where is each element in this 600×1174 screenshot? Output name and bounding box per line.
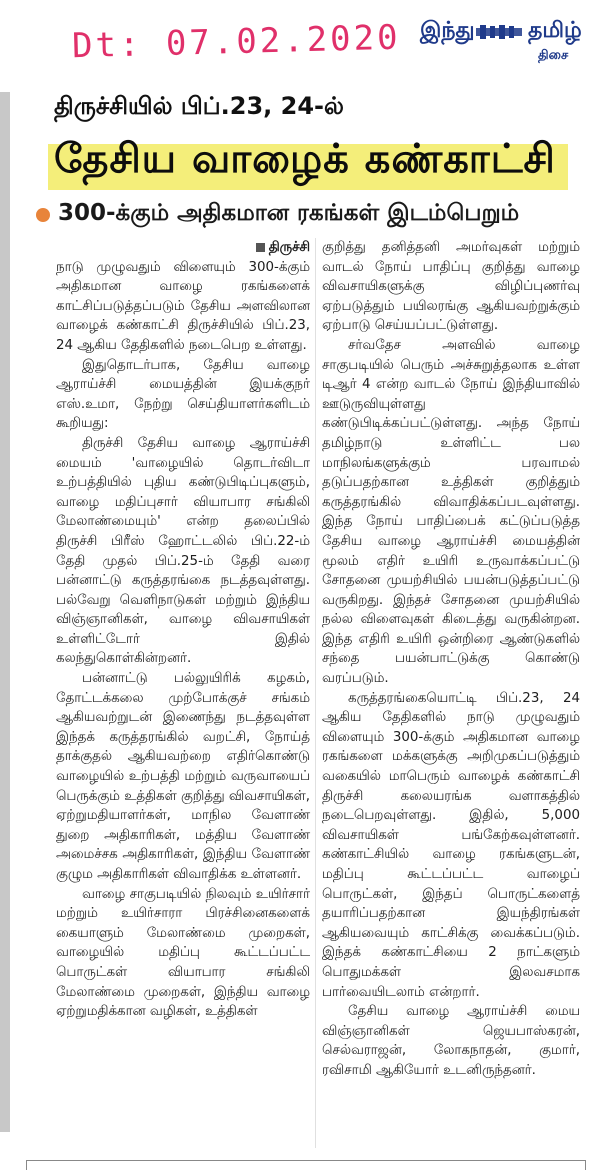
paragraph: தேசிய வாழை ஆராய்ச்சி மைய விஞ்ஞானிகள் ஜெயபாஸ்கரன், செல்வராஜன், லோகநாதன், குமார், ரவிசாமி ஆகியோர் உடனிருந்தனர். — [322, 1004, 580, 1078]
paragraph: பன்னாட்டு பல்லுயிரிக் கழகம், தோட்டக்கலை முற்போக்குச் சங்கம் ஆகியவற்றுடன் இணைந்து நடத்தவுள்ள இந்தக் கருத்தரங்கில் வறட்சி, நோய்த் தாக்குதல் ஆகியவற்றை எதிர்கொண்டு வாழையில் உற்பத்தி மற்றும் வருவாயைப் பெருக்கும் உத்திகள் குறித்து விவசாயிகள், ஏற்றுமதியாளர்கள், மாநில வேளாண் துறை அதிகாரிகள், மத்திய வேளாண் அமைச்சக அதிகாரிகள், இந்திய வேளாண் குழும அதிகாரிகள் விவாதிக்க உள்ளனர். — [56, 671, 311, 882]
paragraph: இதுதொடர்பாக, தேசிய வாழை ஆராய்ச்சி மையத்தின் இயக்குநர் எஸ்.உமா, நேற்று செய்தியாளர்களிடம் கூறியது: — [56, 357, 310, 432]
bottom-border-rule — [26, 1160, 586, 1170]
column-divider — [315, 238, 316, 1148]
dateline-square-icon — [256, 243, 265, 252]
newspaper-masthead — [420, 14, 590, 74]
masthead-logo-right: தமிழ் — [528, 18, 582, 43]
subhead-row — [36, 200, 576, 234]
masthead-logo-sub: திசை — [538, 48, 569, 63]
dateline-text: திருச்சி — [268, 240, 310, 255]
handwritten-date: Dt: 07.02.2020 — [71, 17, 402, 67]
headline-block — [48, 136, 568, 192]
article-column-left — [56, 238, 310, 1022]
left-margin-rule — [0, 92, 10, 1132]
article-subhead: 300-க்கும் அதிகமான ரகங்கள் இடம்பெறும் — [58, 200, 520, 226]
article-kicker: திருச்சியில் பிப்.23, 24-ல் — [54, 92, 344, 120]
paragraph: நாடு முழுவதும் விளையும் 300-க்கும் அதிகமான வாழை ரகங்களைக் காட்சிப்படுத்தப்படும் தேசிய அளவிலான வாழைக் கண்காட்சி திருச்சியில் பிப்.23, 24 ஆகிய தேதிகளில் நடைபெற உள்ளது. — [56, 259, 310, 353]
masthead-logo-left: இந்து — [420, 18, 475, 43]
paragraph: திருச்சி தேசிய வாழை ஆராய்ச்சி மையம் 'வாழையில் தொடர்விடா உற்பத்தியில் புதிய கண்டுபிடிப்புகளும், வாழை மதிப்புசார் வியாபார சங்கிலி மேலாண்மையும்' என்ற தலைப்பில் திருச்சி பிரீஸ் ஹோட்டலில் பிப்.22-ம் தேதி முதல் பிப்.25-ம் தேதி வரை பன்னாட்டு கருத்தரங்கை நடத்தவுள்ளது. பல்வேறு வெளிநாடுகள் மற்றும் இந்திய விஞ்ஞானிகள், வாழை விவசாயிகள் உள்ளிட்டோர் இதில் கலந்துகொள்கின்றனர். — [56, 435, 310, 667]
bullet-icon — [36, 208, 50, 222]
paragraph: கருத்தரங்கையொட்டி பிப்.23, 24 ஆகிய தேதிகளில் நாடு முழுவதும் விளையும் 300-க்கும் அதிகமான வாழை ரகங்களை மக்களுக்கு அறிமுகப்படுத்தும் வகையில் மாபெரும் வாழைக் கண்காட்சி திருச்சி கலையரங்க வளாகத்தில் நடைபெறவுள்ளது. இதில், 5,000 விவசாயிகள் பங்கேற்கவுள்ளனர். கண்காட்சியில் வாழை ரகங்களுடன், மதிப்பு கூட்டப்பட்ட வாழைப் பொருட்கள், இந்தப் பொருட்களைத் தயாரிப்பதற்கான இயந்திரங்கள் ஆகியவையும் காட்சிக்கு வைக்கப்படும். இந்தக் கண்காட்சியை 2 நாட்களும் பொதுமக்கள் இலவசமாக பார்வையிடலாம் என்றார். — [322, 690, 580, 1000]
paragraph: வாழை சாகுபடியில் நிலவும் உயிர்சார் மற்றும் உயிர்சாரா பிரச்சினைகளைக் கையாளும் மேலாண்மை முறைகள், வாழையில் மதிப்பு கூட்டப்பட்ட பொருட்கள் வியாபார சங்கிலி மேலாண்மை முறைகள், இந்திய வாழை ஏற்றுமதிக்கான வழிகள், உத்திகள் — [56, 886, 310, 1020]
article-column-right — [322, 238, 580, 1081]
article-headline: தேசிய வாழைக் கண்காட்சி — [54, 136, 556, 182]
masthead-emblem-icon — [476, 24, 522, 40]
paragraph: குறித்து தனித்தனி அமர்வுகள் மற்றும் வாடல் நோய் பாதிப்பு குறித்து வாழை விவசாயிகளுக்கு விழிப்புணர்வு ஏற்படுத்தும் பயிலரங்கு ஆகியவற்றுக்கும் ஏற்பாடு செய்யப்பட்டுள்ளது. — [322, 240, 580, 334]
dateline — [56, 238, 310, 258]
paragraph: சர்வதேச அளவில் வாழை சாகுபடியில் பெரும் அச்சுறுத்தலாக உள்ள டிஆர் 4 என்ற வாடல் நோய் இந்தியாவில் ஊடுருவியுள்ளது கண்டுபிடிக்கப்பட்டுள்ளது. அந்த நோய் தமிழ்நாடு உள்ளிட்ட பல மாநிலங்களுக்கும் பரவாமல் தடுப்பதற்கான உத்திகள் குறித்தும் கருத்தரங்கில் விவாதிக்கப்படவுள்ளது. இந்த நோய் பாதிப்பைக் கட்டுப்படுத்த தேசிய வாழை ஆராய்ச்சி மையத்தின் மூலம் எதிர் உயிரி உருவாக்கப்பட்டு சோதனை முயற்சியில் பயன்படுத்தப்பட்டு வருகிறது. இந்தச் சோதனை முயற்சியில் நல்ல விளைவுகள் கிடைத்து வருகின்றன. இந்த எதிரி உயிரி ஒன்றிரை ஆண்டுகளில் சந்தை பயன்பாட்டுக்கு கொண்டு வரப்படும். — [322, 337, 580, 687]
